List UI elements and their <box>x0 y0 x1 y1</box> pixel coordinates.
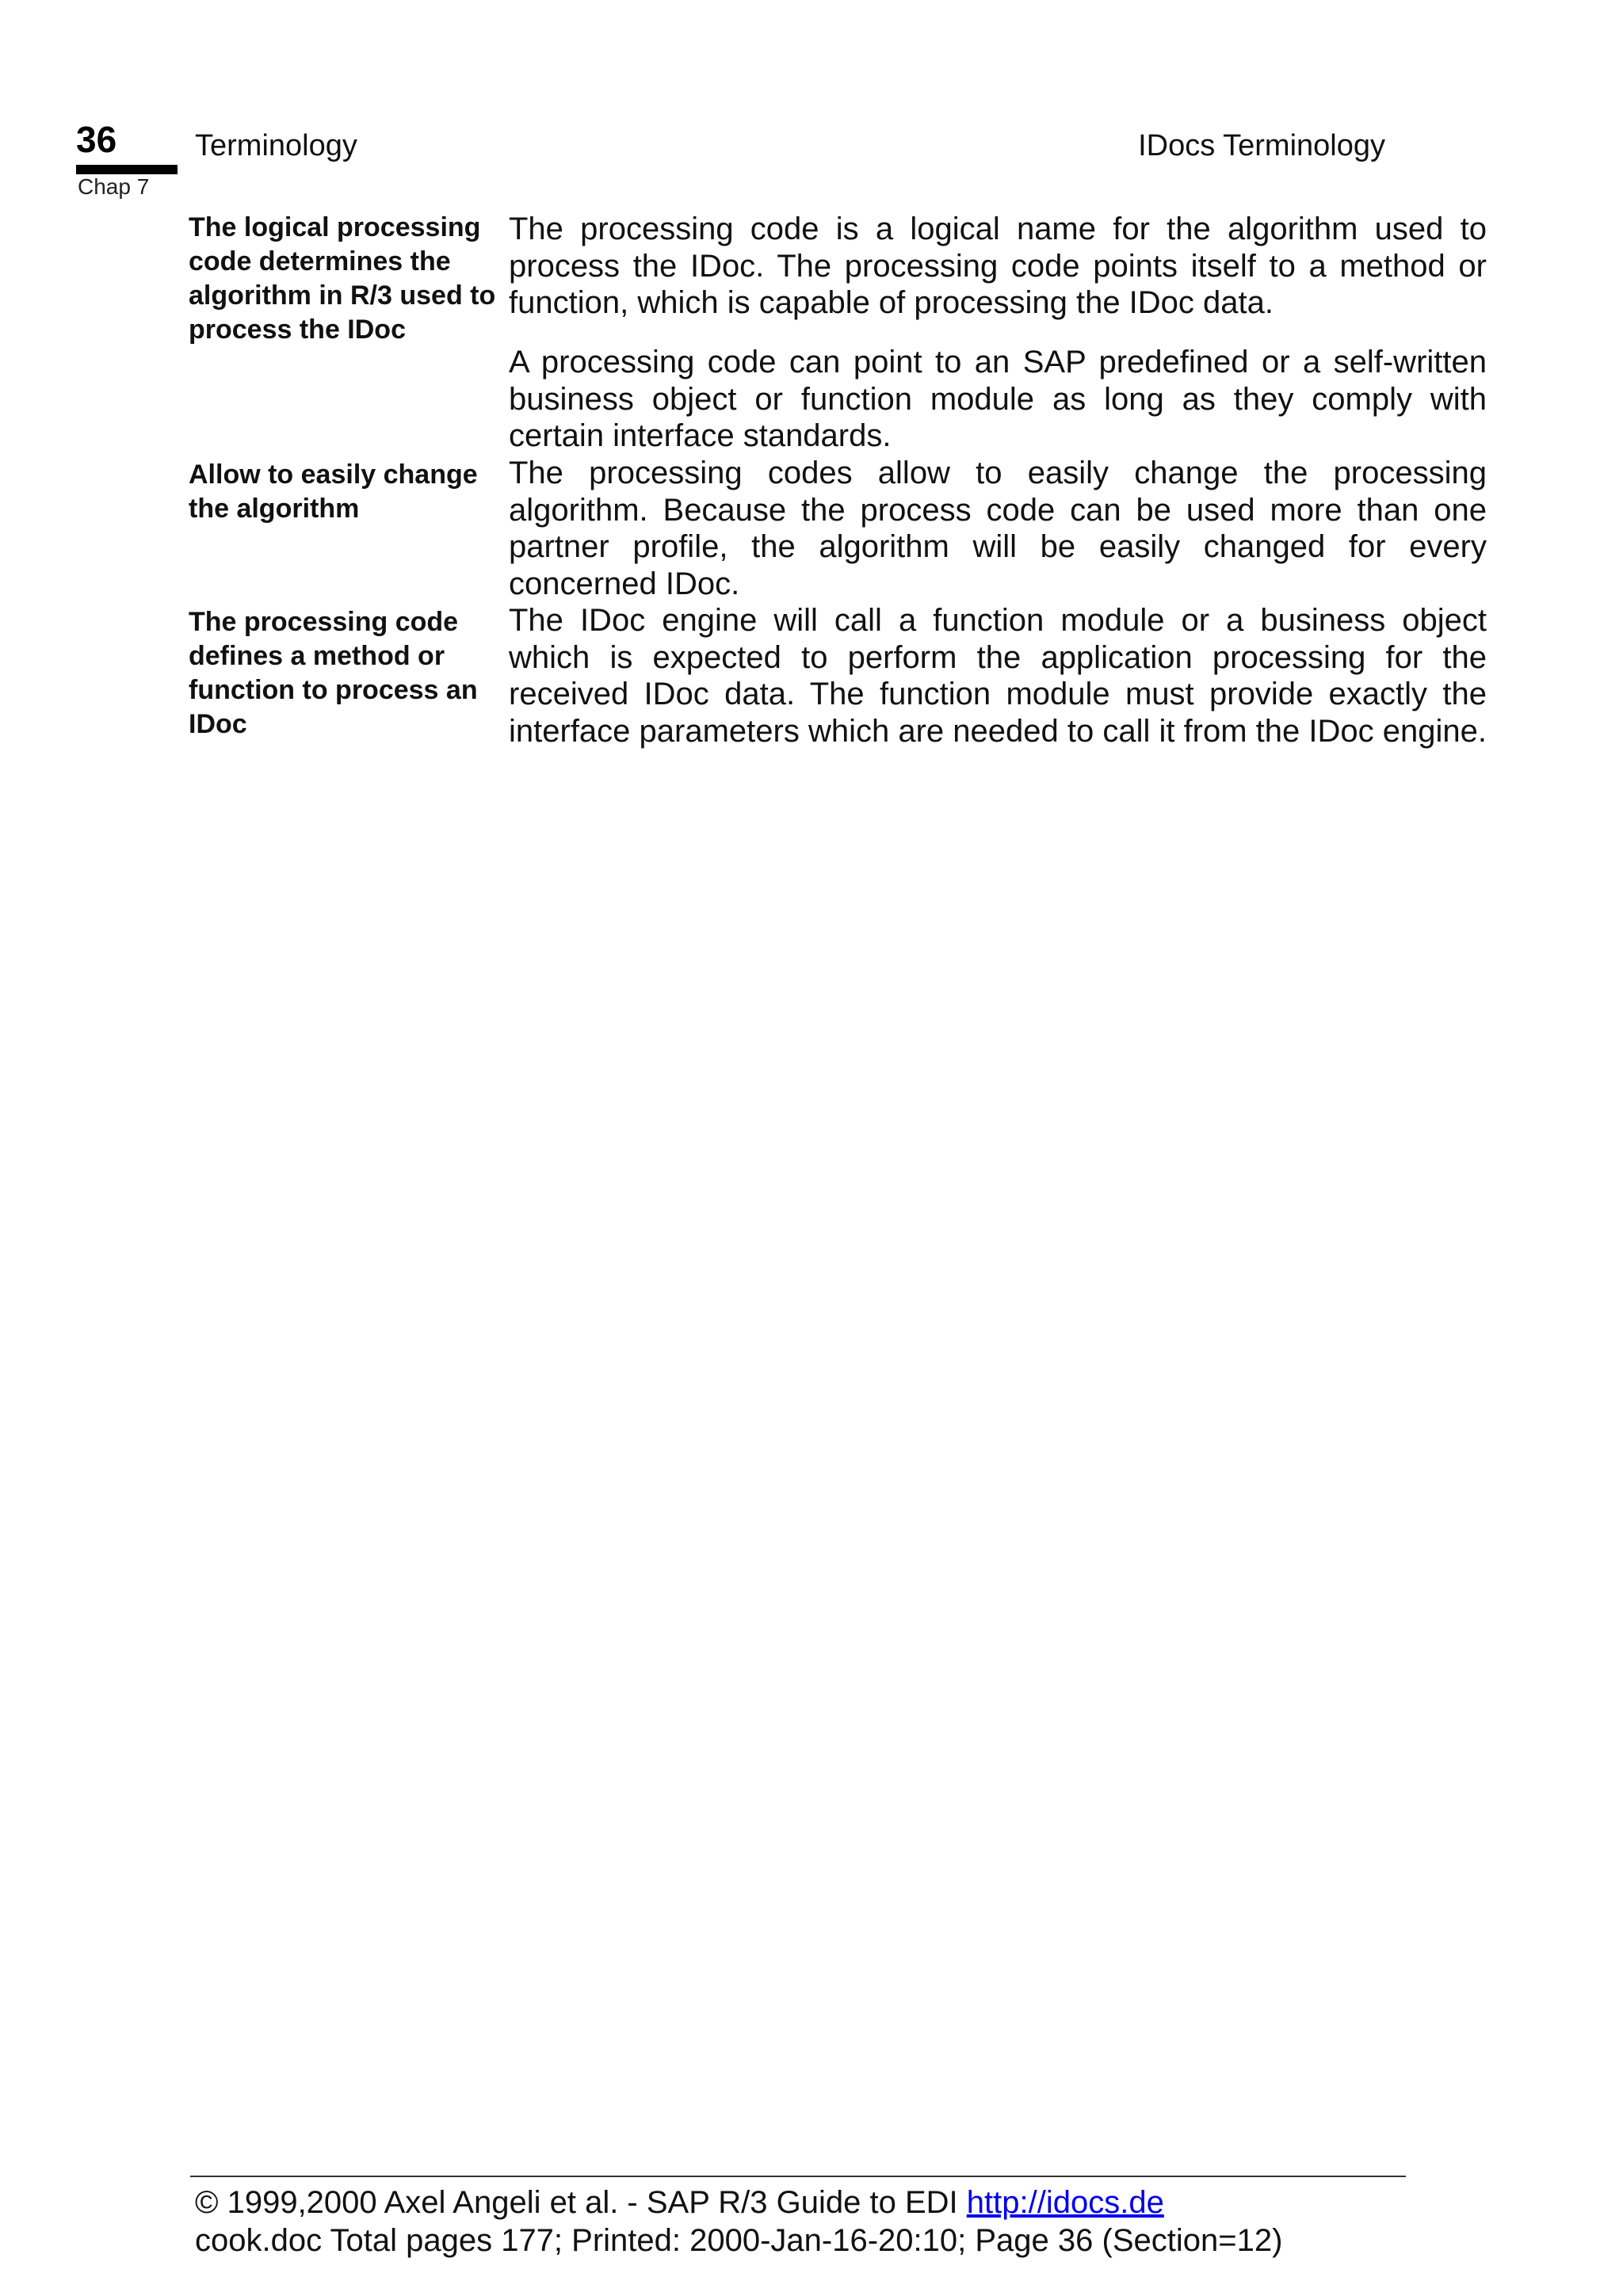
running-header-right: IDocs Terminology <box>1138 129 1385 162</box>
footer-divider <box>190 2176 1406 2177</box>
paragraph-processing-code-targets: A processing code can point to an SAP predefined or a self-written business object or function module as long as they comply with certain interface standards. <box>509 345 1487 453</box>
page-number: 36 <box>76 119 117 160</box>
footer-website-link[interactable]: http://idocs.de <box>966 2185 1164 2220</box>
margin-note-method-or-function: The processing code defines a method or function to process an IDoc <box>189 607 478 739</box>
margin-note-logical-processing-code: The logical processing code determines the algorithm in R/3 used to process the IDoc <box>189 212 496 345</box>
page-number-underline <box>76 165 178 174</box>
paragraph-change-algorithm: The processing codes allow to easily change the processing algorithm. Because the process code can be used more than one partner profile, the algorithm will be easily changed for every concerned IDoc. <box>509 456 1487 601</box>
chapter-label: Chap 7 <box>78 174 150 199</box>
paragraph-idoc-engine: The IDoc engine will call a function module or a business object which is expected to perform the application processing for the received IDoc data. The function module must provide exactly the interface parameters which are needed to call it from the IDoc engine. <box>509 603 1487 749</box>
running-header-left: Terminology <box>195 129 357 162</box>
footer-copyright-line <box>195 2183 1164 2222</box>
footer-copyright: © 1999,2000 Axel Angeli et al. - SAP R/3 Guide to EDI <box>195 2185 958 2220</box>
footer-print-info: cook.doc Total pages 177; Printed: 2000-Jan-16-20:10; Page 36 (Section=12) <box>195 2223 1283 2258</box>
paragraph-processing-code-definition: The processing code is a logical name for the algorithm used to process the IDoc. The processing code points itself to a method or function, which is capable of processing the IDoc data. <box>509 212 1487 320</box>
margin-note-change-algorithm: Allow to easily change the algorithm <box>189 460 478 524</box>
